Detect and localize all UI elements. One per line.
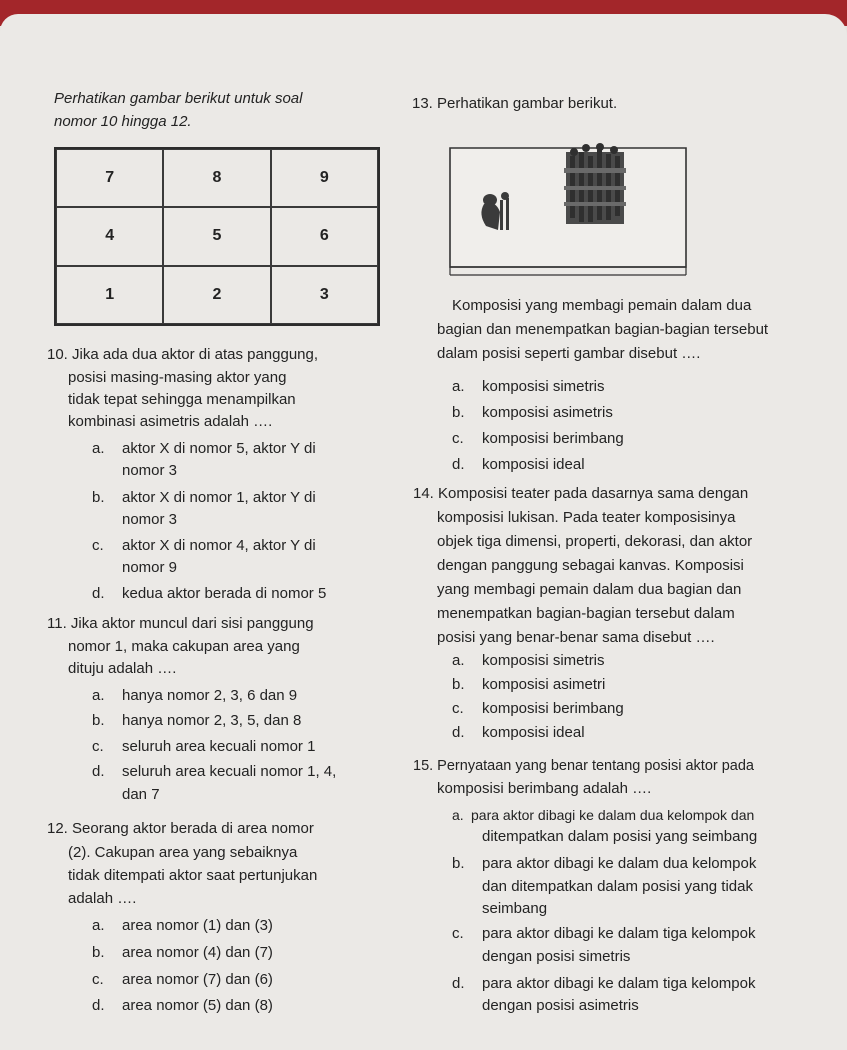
q15-stem-line: komposisi berimbang adalah …. bbox=[437, 780, 652, 797]
q11-stem-line: dituju adalah …. bbox=[68, 660, 177, 677]
q12-option-c-letter: c. bbox=[92, 971, 104, 988]
q13-option-a-letter: a. bbox=[452, 378, 465, 395]
q12-option-d-text: area nomor (5) dan (8) bbox=[122, 997, 273, 1014]
q14-stem-line: dengan panggung sebagai kanvas. Komposisi bbox=[437, 557, 744, 574]
q14-stem-line: menempatkan bagian-bagian tersebut dalam bbox=[437, 605, 735, 622]
q13-option-c-letter: c. bbox=[452, 430, 464, 447]
grid-cell: 2 bbox=[163, 266, 270, 324]
q10-stem-line: kombinasi asimetris adalah …. bbox=[68, 413, 273, 430]
q14-stem-line: posisi yang benar-benar sama disebut …. bbox=[437, 629, 715, 646]
grid-cell: 5 bbox=[163, 207, 270, 265]
q13-option-b-text: komposisi asimetris bbox=[482, 404, 613, 421]
q14-option-c-letter: c. bbox=[452, 700, 464, 717]
q13-option-d-letter: d. bbox=[452, 456, 465, 473]
grid-cell: 7 bbox=[56, 149, 163, 207]
intro-line-2: nomor 10 hingga 12. bbox=[54, 113, 192, 130]
q15-option-c-text: dengan posisi simetris bbox=[482, 948, 631, 965]
q10-option-c-letter: c. bbox=[92, 537, 104, 554]
q15-option-d-letter: d. bbox=[452, 975, 465, 992]
q10-option-c-text: aktor X di nomor 4, aktor Y di bbox=[122, 537, 316, 554]
q15-option-b-text: dan ditempatkan dalam posisi yang tidak bbox=[482, 878, 753, 895]
grid-cell: 1 bbox=[56, 266, 163, 324]
q15-option-c-text: para aktor dibagi ke dalam tiga kelompok bbox=[482, 925, 756, 942]
q12-option-a-text: area nomor (1) dan (3) bbox=[122, 917, 273, 934]
q14-stem-line: yang membagi pemain dalam dua bagian dan bbox=[437, 581, 742, 598]
q10-option-b-text: aktor X di nomor 1, aktor Y di bbox=[122, 489, 316, 506]
q15-option-b-text: seimbang bbox=[482, 900, 548, 917]
q13-option-d-text: komposisi ideal bbox=[482, 456, 585, 473]
q15-stem-line: 15. Pernyataan yang benar tentang posisi aktor pada bbox=[413, 758, 754, 774]
q14-option-a-text: komposisi simetris bbox=[482, 652, 605, 669]
q15-option-d-text: dengan posisi asimetris bbox=[482, 997, 639, 1014]
q13-stem-line: dalam posisi seperti gambar disebut …. bbox=[437, 345, 701, 362]
grid-cell: 4 bbox=[56, 207, 163, 265]
q11-stem-line: nomor 1, maka cakupan area yang bbox=[68, 638, 300, 655]
q14-option-a-letter: a. bbox=[452, 652, 465, 669]
q12-option-b-text: area nomor (4) dan (7) bbox=[122, 944, 273, 961]
intro-line-1: Perhatikan gambar berikut untuk soal bbox=[54, 90, 303, 107]
q11-option-d-text: seluruh area kecuali nomor 1, 4, bbox=[122, 763, 337, 780]
q14-option-b-letter: b. bbox=[452, 676, 465, 693]
grid-cell: 6 bbox=[271, 207, 378, 265]
q10-option-b-text: nomor 3 bbox=[122, 511, 178, 528]
q10-option-b-letter: b. bbox=[92, 489, 105, 506]
q13-option-a-text: komposisi simetris bbox=[482, 378, 605, 395]
q10-option-a-text: aktor X di nomor 5, aktor Y di bbox=[122, 440, 316, 457]
q12-stem-line: tidak ditempati aktor saat pertunjukan bbox=[68, 867, 318, 884]
q12-stem-line: 12. Seorang aktor berada di area nomor bbox=[47, 820, 314, 837]
q11-option-b-text: hanya nomor 2, 3, 5, dan 8 bbox=[122, 712, 302, 729]
q13-option-c-text: komposisi berimbang bbox=[482, 430, 624, 447]
q12-option-a-letter: a. bbox=[92, 917, 105, 934]
q15-option-d-text: para aktor dibagi ke dalam tiga kelompok bbox=[482, 975, 756, 992]
q11-option-a-text: hanya nomor 2, 3, 6 dan 9 bbox=[122, 687, 298, 704]
q10-stem-line: tidak tepat sehingga menampilkan bbox=[68, 391, 296, 408]
q12-stem-line: (2). Cakupan area yang sebaiknya bbox=[68, 844, 298, 861]
grid-cell: 8 bbox=[163, 149, 270, 207]
q14-stem-line: 14. Komposisi teater pada dasarnya sama dengan bbox=[413, 485, 749, 502]
q11-option-b-letter: b. bbox=[92, 712, 105, 729]
q11-option-c-letter: c. bbox=[92, 738, 104, 755]
q14-option-d-text: komposisi ideal bbox=[482, 724, 585, 741]
q14-stem-line: objek tiga dimensi, properti, dekorasi, dan aktor bbox=[437, 533, 753, 550]
q11-option-d-letter: d. bbox=[92, 763, 105, 780]
q13-title: 13. Perhatikan gambar berikut. bbox=[412, 95, 618, 112]
q12-option-d-letter: d. bbox=[92, 997, 105, 1014]
q15-option-b-letter: b. bbox=[452, 855, 465, 872]
q13-option-b-letter: b. bbox=[452, 404, 465, 421]
q13-stem-line: Komposisi yang membagi pemain dalam dua bbox=[452, 297, 752, 314]
q11-option-a-letter: a. bbox=[92, 687, 105, 704]
q15-option-c-letter: c. bbox=[452, 925, 464, 942]
q11-stem-line: 11. Jika aktor muncul dari sisi panggung bbox=[47, 615, 314, 632]
grid-cell: 3 bbox=[271, 266, 378, 324]
q10-option-d-text: kedua aktor berada di nomor 5 bbox=[122, 585, 327, 602]
q10-stem-line: 10. Jika ada dua aktor di atas panggung, bbox=[47, 346, 319, 363]
q10-option-d-letter: d. bbox=[92, 585, 105, 602]
q14-stem-line: komposisi lukisan. Pada teater komposisinya bbox=[437, 509, 736, 526]
q15-option-a-text: ditempatkan dalam posisi yang seimbang bbox=[482, 828, 758, 845]
stage-figure-image bbox=[448, 142, 688, 292]
q15-option-a-text: para aktor dibagi ke dalam dua kelompok dan bbox=[471, 807, 755, 823]
q12-option-b-letter: b. bbox=[92, 944, 105, 961]
grid-cell: 9 bbox=[271, 149, 378, 207]
q14-option-b-text: komposisi asimetri bbox=[482, 676, 606, 693]
q11-option-c-text: seluruh area kecuali nomor 1 bbox=[122, 738, 316, 755]
q12-stem-line: adalah …. bbox=[68, 890, 137, 907]
q15-option-b-text: para aktor dibagi ke dalam dua kelompok bbox=[482, 855, 757, 872]
q15-option-a-letter: a. bbox=[452, 807, 464, 823]
stage-area-grid bbox=[54, 147, 380, 326]
q10-option-a-letter: a. bbox=[92, 440, 105, 457]
q14-option-c-text: komposisi berimbang bbox=[482, 700, 624, 717]
q11-option-d-text: dan 7 bbox=[122, 786, 160, 803]
q13-stem-line: bagian dan menempatkan bagian-bagian tersebut bbox=[437, 321, 769, 338]
actor-group-right bbox=[564, 143, 626, 224]
q12-option-c-text: area nomor (7) dan (6) bbox=[122, 971, 273, 988]
q14-option-d-letter: d. bbox=[452, 724, 465, 741]
q10-option-a-text: nomor 3 bbox=[122, 462, 178, 479]
q10-stem-line: posisi masing-masing aktor yang bbox=[68, 369, 287, 386]
q10-option-c-text: nomor 9 bbox=[122, 559, 178, 576]
